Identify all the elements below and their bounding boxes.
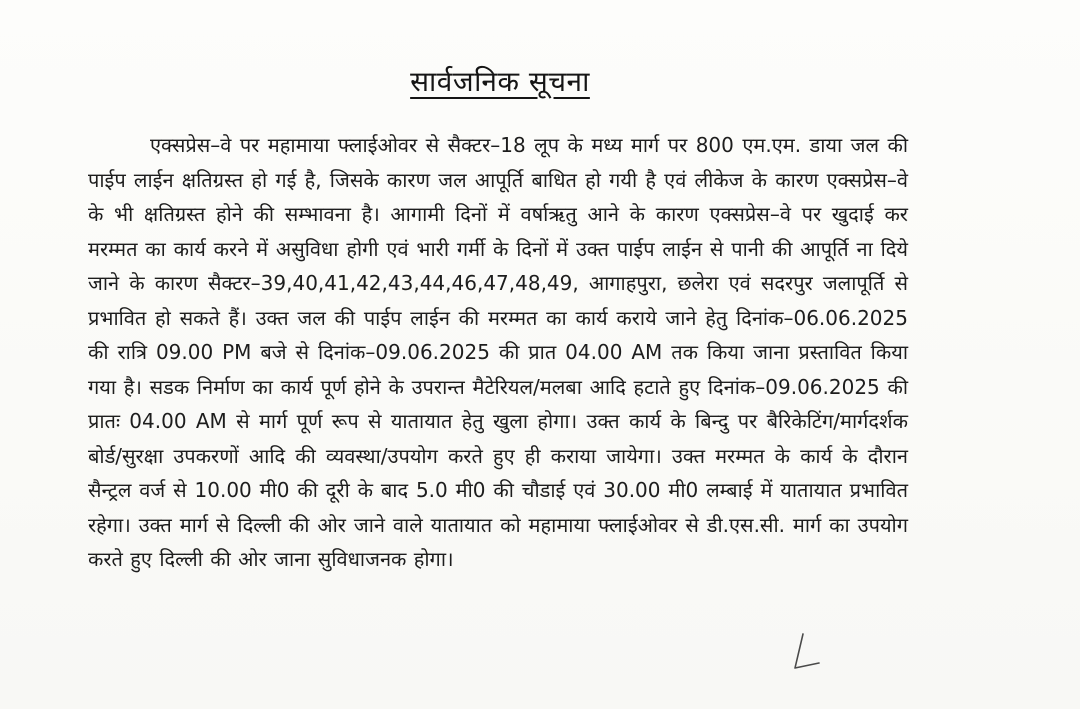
notice-body: एक्सप्रेस–वे पर महामाया फ्लाईओवर से सैक्टर–18 लूप के मध्य मार्ग पर 800 एम.एम. डाया जल की पाईप लाईन क्षतिग्रस्त हो गई है, जिसके कारण जल आपूर्ति बाधित हो गयी है एवं लीकेज के कारण एक्सप्रेस–वे के भी क्षतिग्रस्त होने की सम्भावना है। आगामी दिनों में वर्षाऋतु आने के कारण एक्सप्रेस–वे पर खुदाई कर मरम्मत का कार्य करने में असुविधा होगी एवं भारी गर्मी के दिनों में उक्त पाईप लाईन से पानी की आपूर्ति ना दिये जाने के कारण सैक्टर–39,40,41,42,43,44,46,47,48,49, आगाहपुरा, छलेरा एवं सदरपुर जलापूर्ति से प्रभावित हो सकते हैं। उक्त जल की पाईप लाईन की मरम्मत का कार्य कराये जाने हेतु दिनांक–06.06.2025 की रात्रि 09.00 PM बजे से दिनांक–09.06.2025 की प्रात 04.00 AM तक किया जाना प्रस्तावित किया गया है। सडक निर्माण का कार्य पूर्ण होने के उपरान्त मैटेरियल/मलबा आदि हटाते हुए दिनांक–09.06.2025 की प्रातः 04.00 AM से मार्ग पूर्ण रूप से यातायात हेतु खुला होगा। उक्त कार्य के बिन्दु पर बैरिकेटिंग/मार्गदर्शक बोर्ड/सुरक्षा उपकरणों आदि की व्यवस्था/उपयोग करते हुए ही कराया जायेगा। उक्त मरम्मत के कार्य के दौरान सैन्ट्रल वर्ज से 10.00 मी0 की दूरी के बाद 5.0 मी0 की चौडाई एवं 30.00 मी0 लम्बाई में यातायात प्रभावित रहेगा। उक्त मार्ग से दिल्ली की ओर जाने वाले यातायात को महामाया फ्लाईओवर से डी.एस.सी. मार्ग का उपयोग करते हुए दिल्ली की ओर जाना सुविधाजनक होगा।	[88, 133, 908, 571]
notice-title: सार्वजनिक सूचना	[410, 65, 590, 98]
pen-mark-icon	[785, 630, 825, 675]
